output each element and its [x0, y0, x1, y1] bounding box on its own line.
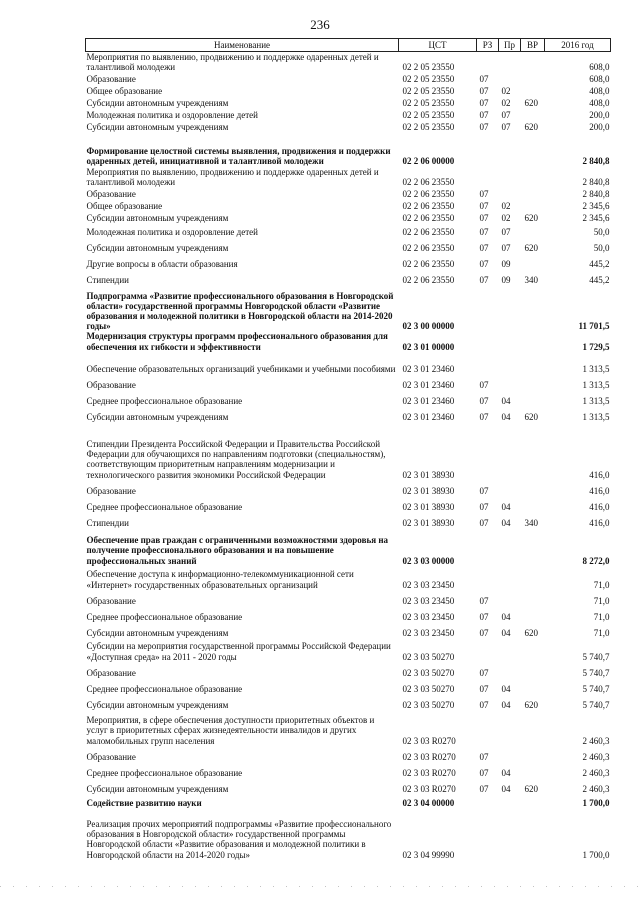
- row-rz: 07: [479, 699, 489, 710]
- row-rz: 07: [479, 395, 489, 406]
- row-name: Содействие развитию науки: [86, 797, 202, 808]
- row-name: Мероприятия, в сфере обеспечения доступности приоритетных объектов и услуг в приоритетных сферах жизнедеятельности инвалидов и других маломобильных групп населения: [86, 715, 375, 746]
- row-name: Обеспечение доступа к информационно-телекоммуникационной сети «Интернет» государственных образовательных организаций: [86, 569, 354, 590]
- row-name: Образование: [86, 189, 136, 200]
- row-vr: [521, 352, 545, 374]
- row-cst: 02 3 03 50270: [402, 651, 455, 662]
- row-amount: 2 460,3: [582, 735, 610, 746]
- row-vr: 620: [524, 213, 538, 224]
- table-row: [86, 566, 611, 590]
- row-name: Обеспечение прав граждан с ограниченными возможностями здоровья на получение профессионального образования и на повышение профессиональных знаний: [86, 535, 389, 566]
- row-pr: [499, 72, 521, 84]
- row-name: Субсидии автономным учреждениям: [86, 627, 229, 638]
- table-row: [86, 72, 611, 84]
- row-rz: 07: [479, 98, 489, 109]
- row-amount: 2 345,6: [582, 213, 610, 224]
- row-vr: [521, 480, 545, 496]
- row-cst: 02 3 00 00000: [402, 321, 455, 332]
- table-row: [86, 778, 611, 794]
- row-amount: 1 313,5: [582, 363, 610, 374]
- header-rz: РЗ: [477, 39, 499, 52]
- table-row: [86, 406, 611, 422]
- row-cst: 02 3 03 R0270: [402, 783, 456, 794]
- row-amount: 2 840,8: [582, 177, 610, 188]
- row-amount: 2 460,3: [582, 767, 610, 778]
- row-vr: 620: [524, 122, 538, 133]
- row-cst: 02 3 03 R0270: [402, 735, 456, 746]
- row-rz: 07: [479, 259, 489, 270]
- row-name: Мероприятия по выявлению, продвижению и поддержке одаренных детей и талантливой молодежи: [86, 167, 379, 188]
- row-vr: 620: [524, 627, 538, 638]
- row-amount: 71,0: [593, 595, 610, 606]
- row-name: Образование: [86, 595, 136, 606]
- row-name: Подпрограмма «Развитие профессионального образования в Новгородской области» государственной программы Новгородской области «Развитие образования и молодежной политики в Новгородской области на 2014-2020 годы»: [86, 290, 394, 332]
- row-name: Стипендии: [86, 517, 129, 528]
- table-row: [86, 84, 611, 96]
- row-name: Стипендии: [86, 275, 129, 286]
- table-row: [86, 253, 611, 269]
- row-amount: 71,0: [593, 627, 610, 638]
- table-row: [86, 96, 611, 108]
- row-vr: [521, 108, 545, 120]
- row-cst: 02 2 06 23550: [402, 177, 455, 188]
- header-cst: ЦСТ: [399, 39, 477, 52]
- row-pr: 02: [501, 213, 511, 224]
- row-amount: 71,0: [593, 579, 610, 590]
- row-name: Субсидии автономным учреждениям: [86, 699, 229, 710]
- row-cst: 02 2 06 23550: [402, 227, 455, 238]
- row-name: Среднее профессиональное образование: [86, 767, 243, 778]
- row-vr: 620: [524, 411, 538, 422]
- row-amount: 408,0: [589, 86, 610, 97]
- row-rz: 07: [479, 683, 489, 694]
- table-row: [86, 132, 611, 166]
- row-vr: [521, 84, 545, 96]
- row-cst: 02 3 01 38930: [402, 485, 455, 496]
- page-number: 236: [310, 17, 330, 32]
- row-rz: [477, 528, 499, 566]
- row-vr: [521, 794, 545, 808]
- row-rz: 07: [479, 667, 489, 678]
- row-name: Модернизация структуры программ профессионального образования для обеспечения их гибкости и эффективности: [86, 331, 388, 352]
- row-rz: [477, 352, 499, 374]
- row-cst: 02 3 03 23450: [402, 595, 455, 606]
- row-cst: 02 3 01 23460: [402, 395, 455, 406]
- row-amount: 1 729,5: [582, 341, 610, 352]
- table-row: [86, 480, 611, 496]
- row-amount: 5 740,7: [582, 683, 610, 694]
- row-cst: 02 3 03 50270: [402, 683, 455, 694]
- row-rz: 07: [479, 517, 489, 528]
- scan-edge-divider: [0, 886, 640, 887]
- table-row: [86, 638, 611, 662]
- row-cst: 02 2 05 23550: [402, 122, 455, 133]
- row-amount: 5 740,7: [582, 651, 610, 662]
- row-rz: 07: [479, 611, 489, 622]
- row-amount: 1 700,0: [582, 797, 610, 808]
- row-name: Среднее профессиональное образование: [86, 611, 243, 622]
- row-pr: 07: [501, 243, 511, 254]
- row-pr: [499, 662, 521, 678]
- row-vr: 620: [524, 699, 538, 710]
- row-pr: 09: [501, 259, 511, 270]
- row-cst: 02 3 01 38930: [402, 501, 455, 512]
- row-cst: 02 2 05 23550: [402, 86, 455, 97]
- row-name: Другие вопросы в области образования: [86, 259, 238, 270]
- row-amount: 200,0: [589, 122, 610, 133]
- header-name: Наименование: [86, 39, 399, 52]
- table-row: [86, 187, 611, 199]
- row-rz: [477, 331, 499, 351]
- row-amount: 2 840,8: [582, 156, 610, 167]
- row-name: Субсидии автономным учреждениям: [86, 213, 229, 224]
- row-amount: 2 345,6: [582, 201, 610, 212]
- table-row: [86, 120, 611, 132]
- row-rz: 07: [479, 275, 489, 286]
- row-rz: 07: [479, 110, 489, 121]
- row-pr: [499, 746, 521, 762]
- row-cst: 02 2 05 23550: [402, 62, 455, 73]
- table-row: [86, 622, 611, 638]
- row-rz: [477, 638, 499, 662]
- table-row: [86, 528, 611, 566]
- row-rz: 07: [479, 783, 489, 794]
- row-cst: 02 3 04 99990: [402, 849, 455, 860]
- row-rz: 07: [479, 74, 489, 85]
- row-name: Общее образование: [86, 86, 163, 97]
- row-pr: 04: [501, 699, 511, 710]
- row-cst: 02 2 06 23550: [402, 201, 455, 212]
- row-vr: [521, 166, 545, 187]
- row-name: Субсидии автономным учреждениям: [86, 98, 229, 109]
- row-amount: 5 740,7: [582, 667, 610, 678]
- row-pr: [499, 166, 521, 187]
- row-cst: 02 2 06 23550: [402, 243, 455, 254]
- table-row: [86, 108, 611, 120]
- row-name: Молодежная политика и оздоровление детей: [86, 227, 258, 238]
- row-name: Обеспечение образовательных организаций учебниками и учебными пособиями: [86, 363, 396, 374]
- row-pr: 04: [501, 611, 511, 622]
- row-cst: 02 3 01 23460: [402, 379, 455, 390]
- row-rz: 07: [479, 485, 489, 496]
- header-vr: ВР: [521, 39, 545, 52]
- row-amount: 50,0: [593, 243, 610, 254]
- row-amount: 1 700,0: [582, 849, 610, 860]
- row-vr: [521, 710, 545, 746]
- table-row: [86, 606, 611, 622]
- row-name: Стипендии Президента Российской Федерации и Правительства Российской Федерации для обучающихся по направлениям подготовки (специальностям), соответствующим приоритетным направлениям модернизации и технологического развития экономики Российской Федерации: [86, 439, 386, 480]
- table-row: [86, 331, 611, 351]
- row-rz: 07: [479, 86, 489, 97]
- row-vr: [521, 746, 545, 762]
- row-vr: [521, 496, 545, 512]
- row-name: Молодежная политика и оздоровление детей: [86, 110, 258, 121]
- row-rz: 07: [479, 201, 489, 212]
- row-rz: [477, 285, 499, 331]
- row-pr: 04: [501, 395, 511, 406]
- table-row: [86, 794, 611, 808]
- table-row: [86, 237, 611, 253]
- row-rz: 07: [479, 243, 489, 254]
- row-pr: 04: [501, 783, 511, 794]
- table-row: [86, 166, 611, 187]
- row-cst: 02 3 03 23450: [402, 611, 455, 622]
- row-vr: [521, 223, 545, 237]
- row-amount: 608,0: [589, 74, 610, 85]
- table-row: [86, 285, 611, 331]
- row-pr: 02: [501, 98, 511, 109]
- table-row: [86, 199, 611, 211]
- row-vr: [521, 285, 545, 331]
- row-cst: 02 2 06 23550: [402, 189, 455, 200]
- row-name: Мероприятия по выявлению, продвижению и поддержке одаренных детей и талантливой молодежи: [86, 52, 379, 73]
- row-rz: 07: [479, 122, 489, 133]
- table-row: [86, 512, 611, 528]
- row-pr: [499, 638, 521, 662]
- row-rz: [477, 808, 499, 860]
- row-name: Образование: [86, 379, 136, 390]
- table-row: [86, 374, 611, 390]
- row-name: Субсидии автономным учреждениям: [86, 122, 229, 133]
- row-cst: 02 3 03 23450: [402, 579, 455, 590]
- row-rz: 07: [479, 379, 489, 390]
- row-amount: 416,0: [589, 501, 610, 512]
- row-amount: 1 313,5: [582, 395, 610, 406]
- row-vr: 340: [524, 517, 538, 528]
- row-amount: 416,0: [589, 517, 610, 528]
- table-row: [86, 422, 611, 480]
- row-rz: [477, 132, 499, 166]
- row-amount: 445,2: [589, 275, 610, 286]
- row-amount: 2 840,8: [582, 189, 610, 200]
- row-pr: 04: [501, 767, 511, 778]
- table-row: [86, 352, 611, 374]
- row-cst: 02 3 03 23450: [402, 627, 455, 638]
- row-pr: [499, 187, 521, 199]
- row-amount: 5 740,7: [582, 699, 610, 710]
- header-pr: Пр: [499, 39, 521, 52]
- row-cst: 02 3 01 23460: [402, 411, 455, 422]
- row-vr: [521, 422, 545, 480]
- row-cst: 02 2 06 23550: [402, 259, 455, 270]
- table-row: [86, 52, 611, 73]
- row-name: Субсидии на мероприятия государственной программы Российской Федерации «Доступная среда» на 2011 - 2020 годы: [86, 641, 391, 662]
- row-vr: [521, 52, 545, 73]
- row-name: Реализация прочих мероприятий подпрограммы «Развитие профессионального образования в Новгородской области» государственной программы Новгородской области «Развитие образования и молодежной политики в Новгородской области на 2014-2020 годы»: [86, 819, 392, 860]
- row-cst: 02 3 04 00000: [402, 797, 455, 808]
- row-vr: [521, 566, 545, 590]
- row-rz: 07: [479, 595, 489, 606]
- table-row: [86, 269, 611, 285]
- row-cst: 02 3 03 R0270: [402, 767, 456, 778]
- row-pr: 09: [501, 275, 511, 286]
- row-amount: 11 701,5: [578, 321, 610, 332]
- table-header-row: [86, 39, 611, 52]
- row-vr: 340: [524, 275, 538, 286]
- row-pr: 07: [501, 110, 511, 121]
- row-rz: [477, 52, 499, 73]
- row-vr: [521, 606, 545, 622]
- row-name: Среднее профессиональное образование: [86, 683, 243, 694]
- row-amount: 608,0: [589, 62, 610, 73]
- row-pr: [499, 528, 521, 566]
- row-vr: [521, 199, 545, 211]
- row-pr: [499, 331, 521, 351]
- row-amount: 445,2: [589, 259, 610, 270]
- budget-table: [85, 38, 611, 860]
- row-amount: 50,0: [593, 227, 610, 238]
- table-body: [86, 52, 611, 860]
- row-name: Субсидии автономным учреждениям: [86, 243, 229, 254]
- row-cst: 02 3 01 38930: [402, 469, 455, 480]
- row-amount: 2 460,3: [582, 751, 610, 762]
- row-cst: 02 3 03 50270: [402, 699, 455, 710]
- row-cst: 02 2 05 23550: [402, 110, 455, 121]
- row-pr: 04: [501, 683, 511, 694]
- row-pr: [499, 808, 521, 860]
- row-vr: 620: [524, 783, 538, 794]
- row-amount: 416,0: [589, 485, 610, 496]
- table-row: [86, 678, 611, 694]
- table-row: [86, 762, 611, 778]
- row-pr: [499, 285, 521, 331]
- row-rz: 07: [479, 411, 489, 422]
- row-amount: 408,0: [589, 98, 610, 109]
- table-row: [86, 223, 611, 237]
- row-vr: [521, 132, 545, 166]
- row-rz: 07: [479, 213, 489, 224]
- row-amount: 71,0: [593, 611, 610, 622]
- row-vr: [521, 662, 545, 678]
- row-cst: 02 3 01 23460: [402, 363, 455, 374]
- row-pr: [499, 52, 521, 73]
- row-pr: 04: [501, 411, 511, 422]
- row-name: Образование: [86, 751, 136, 762]
- row-pr: 02: [501, 201, 511, 212]
- row-vr: [521, 253, 545, 269]
- table-row: [86, 746, 611, 762]
- row-pr: [499, 480, 521, 496]
- table-row: [86, 662, 611, 678]
- row-rz: 07: [479, 751, 489, 762]
- row-amount: 8 272,0: [582, 555, 610, 566]
- row-pr: 04: [501, 517, 511, 528]
- row-vr: 620: [524, 243, 538, 254]
- row-pr: [499, 566, 521, 590]
- row-rz: 07: [479, 189, 489, 200]
- table-row: [86, 694, 611, 710]
- row-rz: [477, 794, 499, 808]
- table-row: [86, 710, 611, 746]
- row-amount: 416,0: [589, 469, 610, 480]
- row-name: Субсидии автономным учреждениям: [86, 411, 229, 422]
- row-name: Образование: [86, 667, 136, 678]
- header-amount: 2016 год: [545, 39, 611, 52]
- row-vr: [521, 808, 545, 860]
- row-name: Среднее профессиональное образование: [86, 395, 243, 406]
- row-pr: [499, 422, 521, 480]
- row-pr: [499, 590, 521, 606]
- row-vr: [521, 528, 545, 566]
- row-name: Субсидии автономным учреждениям: [86, 783, 229, 794]
- row-vr: [521, 638, 545, 662]
- row-vr: [521, 390, 545, 406]
- row-vr: [521, 374, 545, 390]
- row-rz: [477, 422, 499, 480]
- row-pr: 04: [501, 627, 511, 638]
- row-cst: 02 3 03 00000: [402, 555, 455, 566]
- row-vr: [521, 72, 545, 84]
- row-vr: 620: [524, 98, 538, 109]
- row-pr: 04: [501, 501, 511, 512]
- row-rz: 07: [479, 501, 489, 512]
- row-pr: [499, 794, 521, 808]
- row-rz: [477, 166, 499, 187]
- row-pr: 07: [501, 227, 511, 238]
- row-cst: 02 2 06 23550: [402, 213, 455, 224]
- row-rz: [477, 710, 499, 746]
- row-rz: 07: [479, 767, 489, 778]
- row-cst: 02 2 05 23550: [402, 98, 455, 109]
- row-amount: 1 313,5: [582, 379, 610, 390]
- table-row: [86, 808, 611, 860]
- row-cst: 02 3 03 R0270: [402, 751, 456, 762]
- row-vr: [521, 762, 545, 778]
- row-name: Среднее профессиональное образование: [86, 501, 243, 512]
- row-amount: 1 313,5: [582, 411, 610, 422]
- row-amount: 200,0: [589, 110, 610, 121]
- row-cst: 02 3 01 38930: [402, 517, 455, 528]
- row-cst: 02 3 03 50270: [402, 667, 455, 678]
- row-name: Общее образование: [86, 201, 163, 212]
- row-vr: [521, 331, 545, 351]
- row-name: Формирование целостной системы выявления, продвижения и поддержки одаренных детей, инициативной и талантливой молодежи: [86, 146, 391, 167]
- row-pr: [499, 132, 521, 166]
- row-pr: [499, 374, 521, 390]
- row-pr: 07: [501, 122, 511, 133]
- row-name: Образование: [86, 74, 136, 85]
- row-cst: 02 2 06 23550: [402, 275, 455, 286]
- table-row: [86, 211, 611, 223]
- table-row: [86, 496, 611, 512]
- table-row: [86, 390, 611, 406]
- row-vr: [521, 590, 545, 606]
- table-row: [86, 590, 611, 606]
- row-vr: [521, 678, 545, 694]
- row-pr: [499, 352, 521, 374]
- row-cst: 02 2 06 00000: [402, 156, 455, 167]
- row-pr: 02: [501, 86, 511, 97]
- row-cst: 02 2 05 23550: [402, 74, 455, 85]
- row-pr: [499, 710, 521, 746]
- row-rz: 07: [479, 627, 489, 638]
- row-name: Образование: [86, 485, 136, 496]
- row-rz: 07: [479, 227, 489, 238]
- row-rz: [477, 566, 499, 590]
- row-vr: [521, 187, 545, 199]
- row-amount: 2 460,3: [582, 783, 610, 794]
- row-cst: 02 3 01 00000: [402, 341, 455, 352]
